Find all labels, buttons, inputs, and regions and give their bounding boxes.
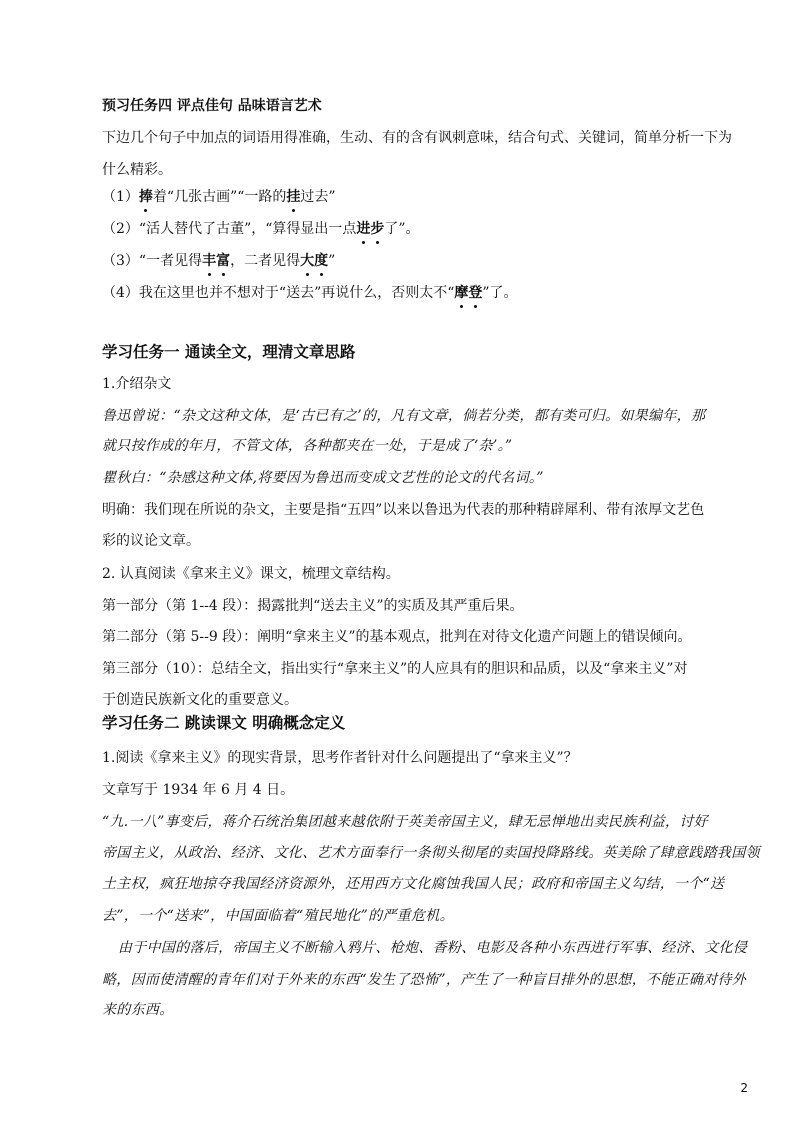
task1-subheading: 1.介绍杂文: [102, 376, 172, 392]
body-line: 去”，一个“送来”，中国面临着“殖民地化”的严重危机。: [102, 908, 454, 924]
preview-heading: 预习任务四 评点佳句 品味语言艺术: [102, 98, 322, 114]
item-prefix: （1）: [102, 189, 139, 205]
item-text: ”了。: [482, 285, 518, 301]
body-line: 土主权，疯狂地掠夺我国经济资源外，还用西方文化腐蚀我国人民；政府和帝国主义勾结，一个“送: [102, 876, 725, 892]
task2-date: 文章写于 1934 年 6 月 4 日。: [102, 782, 295, 798]
dotted-word: 步: [370, 221, 385, 237]
preview-intro-line: 下边几个句子中加点的词语用得准确，生动、有的含有讽刺意味，结合句式、关键词，简单分析一下为: [102, 130, 732, 146]
structure-part: 第一部分（第 1--4 段）：揭露批判“送去主义”的实质及其严重后果。: [102, 598, 524, 614]
body-line: 由于中国的落后，帝国主义不断输入鸦片、枪炮、香粉、电影及各种小东西进行军事、经济、文化侵: [118, 940, 748, 956]
item-text: 过去”: [300, 189, 336, 205]
quote-line: 瞿秋白：“杂感这种文体,将要因为鲁迅而变成文艺性的论文的代名词。”: [102, 470, 544, 486]
body-line: “九.一八”事变后，蒋介石统治集团越来越依附于英美帝国主义，肆无忌惮地出卖民族利益，讨好: [102, 814, 708, 830]
preview-intro-line: 什么精彩。: [102, 162, 172, 178]
item-text: ，二者见得: [230, 253, 301, 269]
structure-part: 第三部分（10）：总结全文，指出实行“拿来主义”的人应具有的胆识和品质，以及“拿来主义”对: [102, 661, 688, 677]
clarify-line: 彩的议论文章。: [102, 533, 200, 549]
item-text: （3）“一者见得: [102, 253, 203, 269]
dotted-word: 捧: [138, 189, 153, 205]
item-text: （2）“活人替代了古董”，“算得显出一点: [102, 221, 357, 237]
body-line: 帝国主义，从政治、经济、文化、艺术方面奉行一条彻头彻尾的卖国投降路线。英美除了肆意践踏我国领: [102, 845, 760, 861]
task1-heading: 学习任务一 通读全文，理清文章思路: [102, 343, 356, 361]
preview-item: [102, 187, 336, 207]
dotted-word: 摩: [454, 285, 469, 301]
item-text: 着“几张古画”“一路的: [152, 189, 287, 205]
preview-item: [102, 283, 518, 303]
dotted-word: 进: [356, 221, 371, 237]
quote-line: 就只按作成的年月，不管文体，各种都夹在一处，于是成了‘杂’。”: [102, 438, 513, 454]
preview-item: [102, 251, 335, 271]
item-text: （4）我在这里也并不想对于“送去”再说什么，否则太不“: [102, 285, 455, 301]
task2-heading: 学习任务二 跳读课文 明确概念定义: [102, 714, 346, 732]
dotted-word: 丰: [202, 253, 217, 269]
structure-part: 第二部分（第 5--9 段）：阐明“拿来主义”的基本观点，批判在对待文化遗产问题上的错误倾向。: [102, 629, 692, 645]
page-number: 2: [740, 1081, 748, 1095]
item-text: 了”。: [384, 221, 420, 237]
body-line: 来的东西。: [102, 1002, 174, 1018]
task2-question: 1.阅读《拿来主义》的现实背景，思考作者针对什么问题提出了“拿来主义”？: [102, 750, 578, 766]
dotted-word: 富: [216, 253, 231, 269]
body-line: 略，因而使清醒的青年们对于外来的东西“发生了恐怖”，产生了一种盲目排外的思想，不能正确对待外: [102, 972, 747, 988]
preview-item: [102, 219, 420, 239]
clarify-line: 明确：我们现在所说的杂文，主要是指“五四”以来以鲁迅为代表的那种精辟犀利、带有浓厚文艺色: [102, 502, 705, 518]
dotted-word: 大: [300, 253, 315, 269]
task1-subheading: 2. 认真阅读《拿来主义》课文，梳理文章结构。: [102, 566, 400, 582]
dotted-word: 度: [314, 253, 329, 269]
item-text: ”: [328, 253, 336, 269]
dotted-word: 登: [468, 285, 483, 301]
dotted-word: 挂: [286, 189, 301, 205]
quote-line: 鲁迅曾说：“杂文这种文体，是‘古已有之’的，凡有文章，倘若分类，都有类可归。如果编年，那: [102, 408, 706, 424]
structure-part: 于创造民族新文化的重要意义。: [102, 692, 298, 708]
